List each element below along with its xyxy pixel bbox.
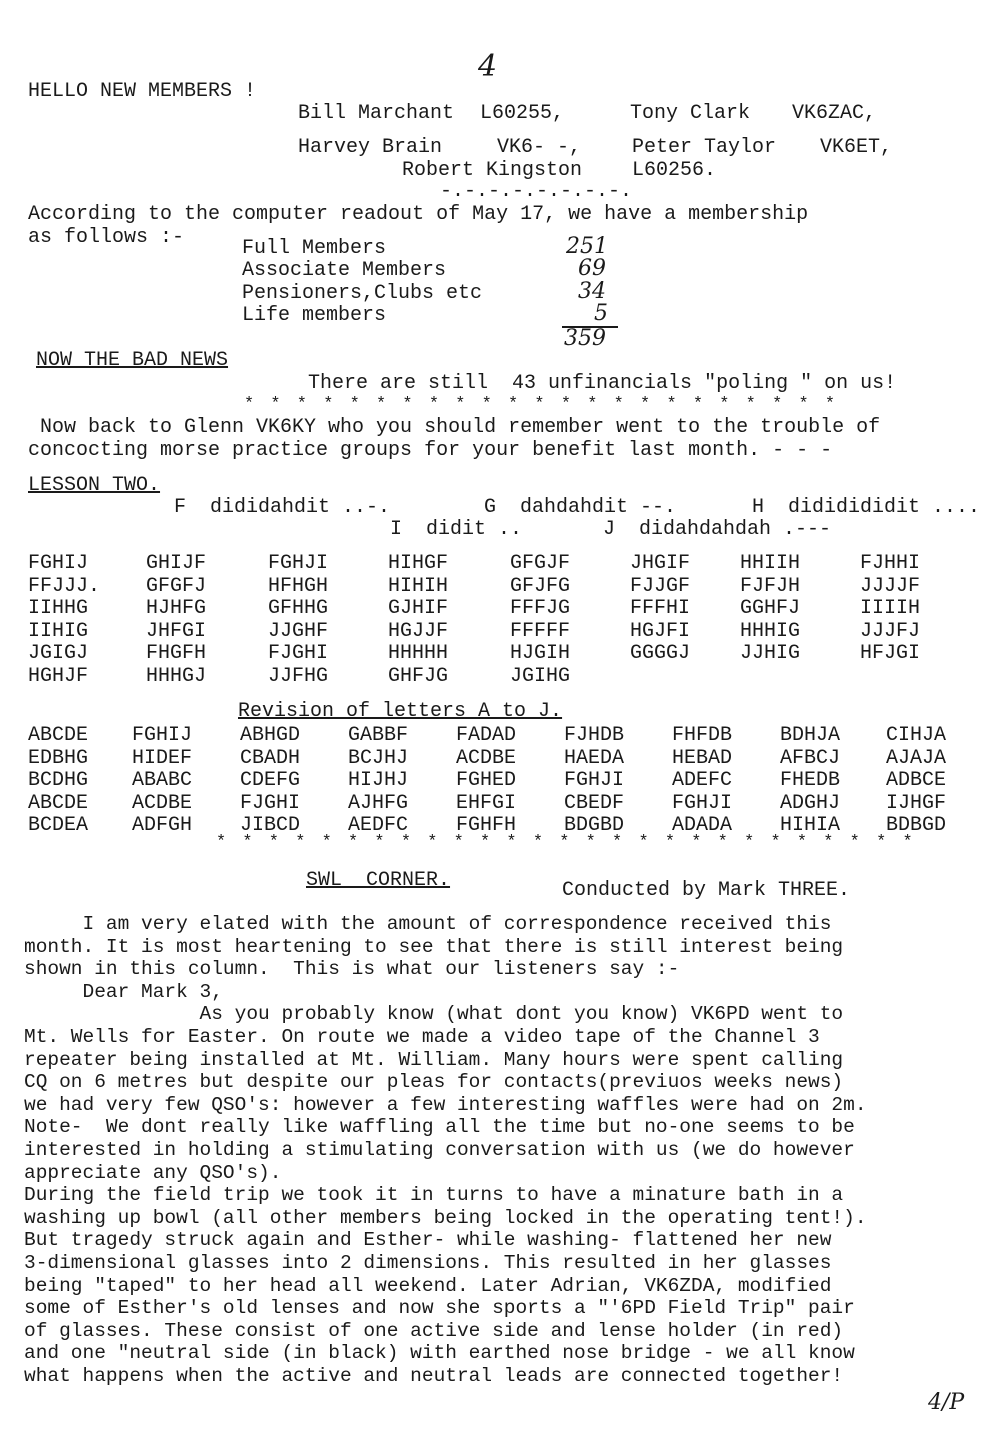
practice-group: FFFJG (510, 597, 571, 621)
revision-group: ADEFC (672, 769, 733, 793)
new-member-name: Peter Taylor (632, 136, 777, 159)
bad-news-text: There are still 43 unfinancials "poling " on us! (308, 372, 897, 395)
new-member-name: Tony Clark (630, 102, 751, 125)
revision-group: AEDFC (348, 814, 409, 838)
revision-group: AJAJA (886, 746, 947, 770)
bad-news-heading: NOW THE BAD NEWS (36, 349, 229, 372)
revision-group: ADADA (672, 814, 733, 838)
practice-group: IIHHG (28, 597, 89, 621)
revision-group: JIBCD (240, 814, 301, 838)
revision-group: HEBAD (672, 746, 733, 770)
revision-group: ADFGH (132, 814, 193, 838)
revision-group: HAEDA (564, 746, 625, 770)
revision-group: EDBHG (28, 746, 89, 770)
morse-intro: concocting morse practice groups for your benefit last month. - - - (28, 439, 833, 462)
revision-group: BDBGD (886, 814, 947, 838)
body-line: shown in this column. This is what our listeners say :- (24, 958, 680, 981)
practice-group: JJGHF (268, 619, 329, 643)
practice-group: FFFFF (510, 619, 571, 643)
practice-group: GHIJF (146, 552, 207, 575)
revision-group: ADGHJ (780, 791, 841, 815)
revision-group: ABHGD (240, 724, 301, 747)
revision-group: BCDEA (28, 814, 89, 838)
practice-group: GHFJG (388, 665, 449, 688)
swl-byline: Conducted by Mark THREE. (562, 879, 851, 902)
revision-group: HIJHJ (348, 769, 409, 793)
body-line: and one "neutral side (in black) with earthed nose bridge - we all know (24, 1342, 855, 1365)
new-member-name: Bill Marchant (298, 102, 455, 125)
practice-group: HJHFG (146, 597, 207, 621)
practice-group: HFHGH (268, 574, 329, 598)
practice-group: FJJGF (630, 574, 691, 598)
membership-value: 69 (578, 256, 606, 281)
practice-group: GFGFJ (146, 574, 207, 598)
practice-group: FGHJI (268, 552, 329, 575)
star-divider: * * * * * * * * * * * * * * * * * * * * * * * * * * * (216, 833, 916, 852)
membership-value: 34 (578, 279, 606, 304)
practice-group: FHGFH (146, 642, 207, 666)
body-line: CQ on 6 metres but despite our pleas for contacts(previuos weeks news) (24, 1071, 844, 1094)
practice-group: HIHGF (388, 552, 449, 575)
revision-group: BDGBD (564, 814, 625, 838)
practice-group: IIIIH (860, 597, 921, 621)
revision-group: GABBF (348, 724, 409, 747)
practice-group: HHIIH (740, 552, 801, 575)
revision-group: HIDEF (132, 746, 193, 770)
membership-intro: According to the computer readout of May 17, we have a membership (28, 203, 809, 226)
practice-group: HHHHH (388, 642, 449, 666)
morse-intro: Now back to Glenn VK6KY who you should remember went to the trouble of (40, 416, 881, 439)
practice-group: FFFHI (630, 597, 691, 621)
body-line: being "taped" to her head all weekend. Later Adrian, VK6ZDA, modified (24, 1274, 832, 1297)
body-line: Mt. Wells for Easter. On route we made a video tape of the Channel 3 (24, 1026, 820, 1048)
body-line: But tragedy struck again and Esther- while washing- flattened her new (24, 1229, 832, 1252)
practice-group: FJHHI (860, 552, 921, 575)
practice-group: FFJJJ. (28, 574, 101, 598)
new-member-name: Harvey Brain (298, 136, 443, 159)
revision-group: ABABC (132, 769, 193, 793)
body-line: During the field trip we took it in turns to have a minature bath in a (24, 1184, 844, 1207)
revision-group: CBEDF (564, 791, 625, 815)
body-line: month. It is most heartening to see that there is still interest being (24, 935, 844, 958)
practice-group: FJGHI (268, 642, 329, 666)
practice-group: GJHIF (388, 597, 449, 621)
greeting-heading: HELLO NEW MEMBERS ! (28, 80, 257, 103)
revision-group: FGHIJ (132, 724, 193, 747)
membership-value: 251 (566, 234, 608, 259)
body-line: interested in holding a stimulating conversation with us (we do however (24, 1139, 855, 1161)
practice-group: HHHIG (740, 619, 801, 643)
page-number: 4 (478, 49, 498, 84)
new-member-call: VK6- -, (497, 136, 582, 159)
body-line: Dear Mark 3, (24, 980, 223, 1003)
body-line: of glasses. These consist of one active side and lense holder (in red) (24, 1319, 844, 1342)
revision-group: CIHJA (886, 724, 947, 747)
practice-group: GGHFJ (740, 597, 801, 621)
practice-group: JHFGI (146, 619, 207, 643)
practice-group: JJJJF (860, 574, 921, 598)
revision-group: FHFDB (672, 724, 733, 747)
practice-group: JJFHG (268, 665, 329, 688)
revision-group: ADBCE (886, 769, 947, 793)
membership-label: Pensioners,Clubs etc (242, 282, 483, 305)
new-member-call: L60256. (632, 159, 717, 182)
practice-group: JGIGJ (28, 642, 89, 666)
lesson-heading: LESSON TWO. (28, 474, 161, 497)
new-member-call: L60255, (480, 102, 565, 125)
practice-group: JJHIG (740, 642, 801, 666)
revision-group: FHEDB (780, 769, 841, 793)
star-divider: * * * * * * * * * * * * * * * * * * * * * * * (244, 395, 839, 414)
body-line: As you probably know (what dont you know) VK6PD went to (24, 1003, 844, 1026)
practice-group: FGHIJ (28, 552, 89, 575)
new-member-call: VK6ZAC, (792, 102, 877, 125)
practice-group: HGHJF (28, 665, 89, 688)
body-line: repeater being installed at Mt. William. Many hours were spent calling (24, 1048, 844, 1071)
revision-group: FGHFH (456, 814, 517, 838)
body-line: 3-dimensional glasses into 2 dimensions. This resulted in her glasses (24, 1252, 832, 1274)
membership-label: Full Members (242, 237, 387, 260)
practice-group: GFGJF (510, 552, 571, 575)
new-member-call: VK6ET, (820, 136, 893, 159)
practice-group: HGJJF (388, 619, 449, 643)
revision-group: EHFGI (456, 791, 517, 815)
practice-group: FJFJH (740, 574, 801, 598)
revision-group: FADAD (456, 724, 517, 747)
separator: -.-.-.-.-.-.-.-. (440, 180, 633, 203)
revision-group: ABCDE (28, 724, 89, 747)
membership-intro: as follows :- (28, 226, 185, 249)
body-line: some of Esther's old lenses and now she sports a "'6PD Field Trip" pair (24, 1297, 855, 1320)
membership-label: Associate Members (242, 259, 447, 282)
practice-group: HHHGJ (146, 665, 207, 688)
practice-group: GFJFG (510, 574, 571, 598)
practice-group: IIHIG (28, 619, 89, 643)
letter-i: I didit .. (390, 518, 523, 541)
letter-g: G dahdahdit --. (484, 496, 677, 519)
practice-group: JJJFJ (860, 619, 921, 643)
body-line: Note- We dont really like waffling all the time but no-one seems to be (24, 1116, 855, 1139)
practice-group: JGIHG (510, 665, 571, 688)
membership-value: 5 (594, 301, 608, 326)
body-line: appreciate any QSO's). (24, 1161, 282, 1184)
swl-heading: SWL CORNER. (306, 869, 451, 892)
letter-h: H dididididit .... (752, 496, 981, 519)
practice-group: JHGIF (630, 552, 691, 575)
letter-j: J didahdahdah .--- (603, 518, 832, 541)
revision-group: CBADH (240, 746, 301, 770)
page-over-note: 4/P (928, 1390, 965, 1415)
practice-group: HJGIH (510, 642, 571, 666)
body-line: we had very few QSO's: however a few interesting waffles were had on 2m. (24, 1093, 867, 1116)
revision-group: AJHFG (348, 791, 409, 815)
revision-group: AFBCJ (780, 746, 841, 770)
revision-group: ACDBE (132, 791, 193, 815)
revision-group: BCJHJ (348, 746, 409, 770)
practice-group: HIHIH (388, 574, 449, 598)
revision-group: BDHJA (780, 724, 841, 747)
membership-total: 359 (564, 326, 606, 351)
practice-group: HFJGI (860, 642, 921, 666)
body-line: what happens when the active and neutral leads are connected together! (24, 1365, 844, 1387)
revision-group: FGHJI (672, 791, 733, 815)
revision-group: FGHED (456, 769, 517, 793)
revision-group: ACDBE (456, 746, 517, 770)
new-member-name: Robert Kingston (402, 159, 583, 182)
letter-f: F dididahdit ..-. (174, 496, 391, 519)
practice-group: GFHHG (268, 597, 329, 621)
body-line: washing up bowl (all other members being locked in the operating tent!). (24, 1206, 867, 1229)
revision-group: FJGHI (240, 791, 301, 815)
revision-group: CDEFG (240, 769, 301, 793)
revision-group: HIHIA (780, 814, 841, 838)
practice-group: GGGGJ (630, 642, 691, 666)
revision-group: FJHDB (564, 724, 625, 747)
practice-group: HGJFI (630, 619, 691, 643)
revision-heading: Revision of letters A to J. (238, 700, 563, 723)
body-line: I am very elated with the amount of correspondence received this (24, 913, 832, 935)
revision-group: BCDHG (28, 769, 89, 793)
membership-label: Life members (242, 304, 387, 327)
revision-group: IJHGF (886, 791, 947, 815)
revision-group: FGHJI (564, 769, 625, 793)
revision-group: ABCDE (28, 791, 89, 815)
